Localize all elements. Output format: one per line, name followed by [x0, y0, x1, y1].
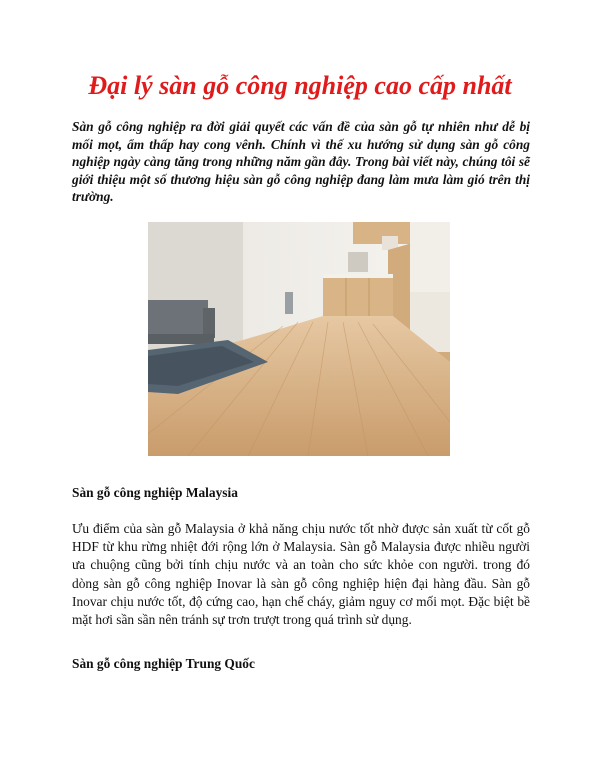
floor-photo [148, 222, 450, 456]
section-heading-china: Sàn gỗ công nghiệp Trung Quốc [72, 656, 255, 671]
page-title: Đại lý sàn gỗ công nghiệp cao cấp nhất [88, 71, 512, 100]
section-heading-malaysia: Sàn gỗ công nghiệp Malaysia [72, 485, 238, 500]
section-body-malaysia: Ưu điểm của sàn gỗ Malaysia ở khả năng chịu nước tốt nhờ được sản xuất từ cốt gỗ HDF từ khu rừng nhiệt đới rộng lớn ở Malaysia. Sàn gỗ Malaysia được nhiều người ưa chuộng cũng bởi tính chịu nước và an toàn cho sức khỏe con người. trong đó dòng sàn gỗ công nghiệp Inovar là sàn gỗ công nghiệp hiện đại hàng đầu. Sàn gỗ Inovar chịu nước tốt, độ cứng cao, hạn chế cháy, giảm nguy cơ mối mọt. Đặc biệt bề mặt hơi sần sần nên tránh sự trơn trượt trong quá trình sử dụng. [72, 521, 530, 628]
intro-paragraph: Sàn gỗ công nghiệp ra đời giải quyết các vấn đề của sàn gỗ tự nhiên như dễ bị mối mọt, ẩm thấp hay cong vênh. Chính vì thế xu hướng sử dụng sàn gỗ công nghiệp ngày càng tăng trong những năm gần đây. Trong bài viết này, chúng tôi sẽ giới thiệu một số thương hiệu sàn gỗ công nghiệp đang làm mưa làm gió trên thị trường. [72, 119, 530, 205]
